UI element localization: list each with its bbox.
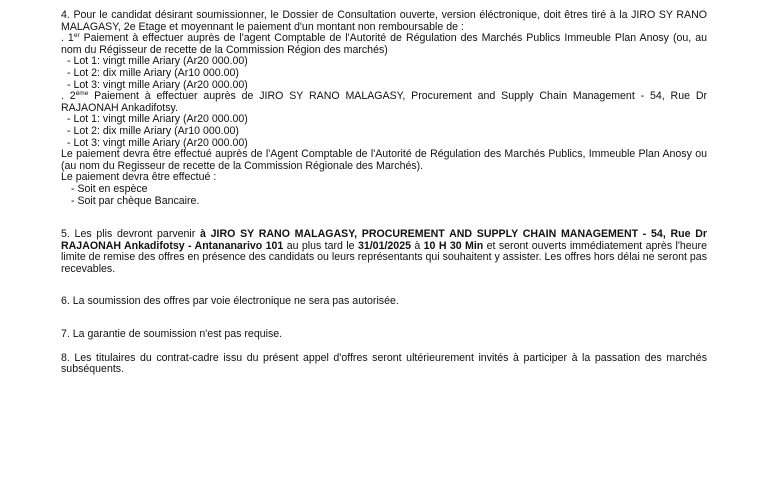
payment-1-lot-2: - Lot 2: dix mille Ariary (Ar10 000.00) bbox=[67, 66, 239, 79]
payment-2-text: Paiement à effectuer auprès de JIRO SY RANO MALAGASY, Procurement and Supply Chain Management - 54, Rue Dr RAJAONAH Ankadifotsy. bbox=[61, 90, 708, 114]
payment-mode-label: Le paiement devra être effectué : bbox=[61, 171, 217, 184]
payment-1-paragraph bbox=[61, 33, 707, 56]
payment-1-text: Paiement à effectuer auprès de l'agent Comptable de l'Autorité de Régulation des Marchés Publics Immeuble Plan Anosy (ou, au nom du Régisseur de recette de la Commission Région des marchés) bbox=[61, 32, 707, 56]
payment-mode-cash: - Soit en espèce bbox=[71, 182, 148, 195]
section-5-address: à JIRO SY RANO MALAGASY, PROCUREMENT AND SUPPLY CHAIN MANAGEMENT - 54, Rue Dr RAJAONAH Ankadifotsy - Antananarivo 101 bbox=[61, 228, 707, 252]
deadline-date: 31/01/2025 bbox=[357, 239, 411, 252]
payment-2-lot-2: - Lot 2: dix mille Ariary (Ar10 000.00) bbox=[67, 124, 239, 137]
payment-2-lot-1: - Lot 1: vingt mille Ariary (Ar20 000.00) bbox=[67, 113, 248, 126]
document-body bbox=[61, 10, 707, 376]
section-5-text-1: 5. Les plis devront parvenir bbox=[61, 228, 201, 241]
payment-2-lot-3: - Lot 3: vingt mille Ariary (Ar20 000.00) bbox=[67, 136, 248, 149]
section-5-paragraph bbox=[61, 229, 707, 275]
payment-1-prefix: . 1 bbox=[61, 32, 74, 45]
section-5-text-3: à bbox=[410, 239, 424, 252]
section-5-text-4: et seront ouverts immédiatement après l'heure limite de remise des offres en présence des candidats ou leurs représentants qui souhaitent y assister. Les offres hors délai ne seront pas recevables. bbox=[61, 239, 707, 275]
section-4-intro: 4. Pour le candidat désirant soumissionner, le Dossier de Consultation ouverte, version éléctronique, doit êtres tiré à la JIRO SY RANO MALAGASY, 2e Etage et moyennant le paiement d'un montant non remboursable de : bbox=[61, 9, 707, 33]
payment-2-paragraph bbox=[61, 91, 707, 114]
deadline-time: 10 H 30 Min bbox=[423, 239, 484, 252]
payment-1-ordinal: er bbox=[73, 32, 80, 40]
payment-1-lot-3: - Lot 3: vingt mille Ariary (Ar20 000.00) bbox=[67, 78, 248, 91]
section-8-paragraph: 8. Les titulaires du contrat-cadre issu du présent appel d'offres seront ultérieurement invités à participer à la passation des marchés subséquents. bbox=[61, 351, 707, 376]
section-5-text-2: au plus tard le bbox=[283, 239, 358, 252]
payment-2-ordinal: ème bbox=[75, 90, 89, 98]
payment-1-lot-1: - Lot 1: vingt mille Ariary (Ar20 000.00) bbox=[67, 55, 248, 68]
payment-2-prefix: . 2 bbox=[61, 90, 76, 103]
payment-place: Le paiement devra être effectué auprès de l'Agent Comptable de l'Autorité de Régulation des Marchés Publics, Immeuble Plan Anosy ou (au nom du Regisseur de recette de la Commission Régionale des Marchés). bbox=[61, 148, 707, 172]
payment-mode-cheque: - Soit par chèque Bancaire. bbox=[71, 194, 200, 207]
section-6-paragraph: 6. La soumission des offres par voie électronique ne sera pas autorisée. bbox=[61, 295, 399, 308]
section-7-paragraph: 7. La garantie de soumission n'est pas requise. bbox=[61, 328, 283, 341]
